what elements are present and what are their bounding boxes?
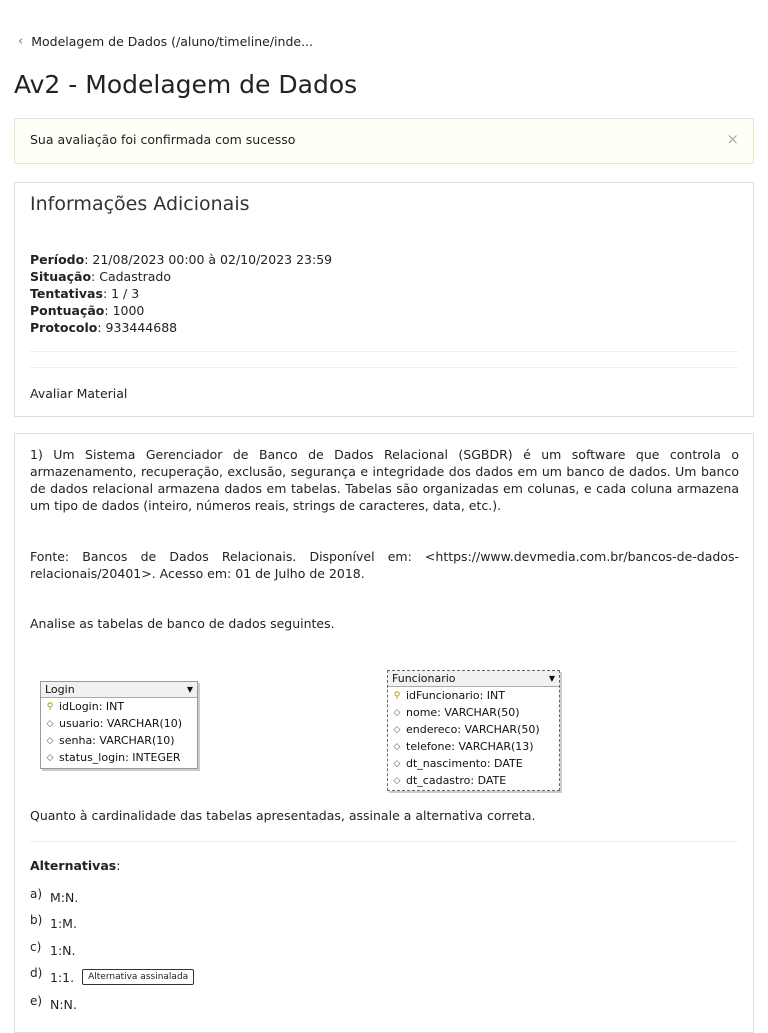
alternative-option[interactable] xyxy=(30,912,77,931)
avaliar-material-link[interactable]: Avaliar Material xyxy=(30,386,128,401)
question-prompt: Quanto à cardinalidade das tabelas apresentadas, assinale a alternativa correta. xyxy=(30,808,536,823)
dropdown-arrow-icon: ▼ xyxy=(548,674,555,683)
alternatives-title: Alternativas xyxy=(30,858,117,873)
table-column xyxy=(388,772,559,789)
table-column xyxy=(388,687,559,704)
diamond-icon: ◇ xyxy=(46,752,54,763)
table-header xyxy=(41,682,197,698)
table-column xyxy=(41,715,197,732)
alternative-letter: d) xyxy=(30,966,43,980)
alternative-option-selected[interactable] xyxy=(30,966,194,985)
diamond-icon: ◇ xyxy=(393,741,401,752)
table-column xyxy=(388,721,559,738)
alternative-text: 1:N. xyxy=(50,943,76,958)
alternatives-colon: : xyxy=(116,858,121,873)
info-label: Período xyxy=(30,252,85,267)
table-column xyxy=(388,738,559,755)
column-label: dt_nascimento: DATE xyxy=(406,757,523,770)
question-text: 1) Um Sistema Gerenciador de Banco de Dados Relacional (SGBDR) é um software que controla o armazenamento, recuperação, exclusão, segurança e integridade dos dados em um banco de dados. Um banco de dados relacional armazena dados em tabelas. Tabelas são organizadas em colunas, e cada coluna armazena um tipo de dados (inteiro, números reais, strings de caracteres, data, etc.). xyxy=(30,447,739,513)
table-column xyxy=(41,732,197,749)
info-label: Situação xyxy=(30,269,92,284)
selected-badge: Alternativa assinalada xyxy=(82,969,194,985)
column-label: endereco: VARCHAR(50) xyxy=(406,723,540,736)
alert-message: Sua avaliação foi confirmada com sucesso xyxy=(30,132,296,147)
question-instruction: Analise as tabelas de banco de dados seguintes. xyxy=(30,616,335,631)
table-column xyxy=(388,755,559,772)
diamond-icon: ◇ xyxy=(46,718,54,729)
column-label: senha: VARCHAR(10) xyxy=(59,734,175,747)
info-label: Protocolo xyxy=(30,320,98,335)
column-label: nome: VARCHAR(50) xyxy=(406,706,520,719)
diamond-icon: ◇ xyxy=(393,758,401,769)
alternative-letter: c) xyxy=(30,939,42,954)
breadcrumb[interactable] xyxy=(18,34,313,49)
alternative-text: M:N. xyxy=(50,890,79,905)
info-row xyxy=(30,268,332,285)
column-label: idLogin: INT xyxy=(59,700,125,713)
column-label: telefone: VARCHAR(13) xyxy=(406,740,534,753)
funcionario-table-diagram xyxy=(387,670,560,791)
table-column xyxy=(41,749,197,766)
alternative-letter: b) xyxy=(30,912,43,927)
info-list xyxy=(30,251,332,336)
column-label: status_login: INTEGER xyxy=(59,751,181,764)
info-label: Pontuação xyxy=(30,303,105,318)
key-icon: ⚲ xyxy=(393,690,401,701)
alternative-text: 1:M. xyxy=(50,916,77,931)
info-row xyxy=(30,319,332,336)
table-header xyxy=(388,671,559,687)
info-card xyxy=(14,182,754,417)
diamond-icon: ◇ xyxy=(46,735,54,746)
info-row xyxy=(30,251,332,268)
info-value: : 933444688 xyxy=(97,320,178,335)
alternative-option[interactable] xyxy=(30,886,79,905)
login-table-diagram xyxy=(40,681,198,769)
question-source: Fonte: Bancos de Dados Relacionais. Disponível em: <https://www.devmedia.com.br/bancos-de-dados-relacionais/20401>. Acesso em: 01 de Julho de 2018. xyxy=(30,549,739,581)
alternative-text: N:N. xyxy=(50,997,77,1012)
diamond-icon: ◇ xyxy=(393,775,401,786)
page-title: Av2 - Modelagem de Dados xyxy=(14,70,358,99)
info-row xyxy=(30,302,332,319)
table-name: Login xyxy=(45,683,75,696)
divider xyxy=(30,351,738,352)
chevron-left-icon: ‹ xyxy=(18,34,24,49)
info-value: : 1 / 3 xyxy=(102,286,140,301)
table-column xyxy=(41,698,197,715)
info-value: : 21/08/2023 00:00 à 02/10/2023 23:59 xyxy=(84,252,333,267)
close-icon[interactable]: × xyxy=(726,130,739,148)
alternative-option[interactable] xyxy=(30,939,76,958)
breadcrumb-link[interactable]: Modelagem de Dados (/aluno/timeline/inde... xyxy=(31,34,313,49)
column-label: idFuncionario: INT xyxy=(406,689,505,702)
diamond-icon: ◇ xyxy=(393,707,401,718)
info-heading: Informações Adicionais xyxy=(30,193,250,215)
table-name: Funcionario xyxy=(392,672,456,685)
success-alert xyxy=(14,118,754,164)
key-icon: ⚲ xyxy=(46,701,54,712)
table-column xyxy=(388,704,559,721)
alternative-letter: a) xyxy=(30,886,43,901)
info-label: Tentativas xyxy=(30,286,103,301)
column-label: usuario: VARCHAR(10) xyxy=(59,717,183,730)
alternative-option[interactable] xyxy=(30,993,77,1012)
alternatives-heading xyxy=(30,858,120,873)
info-value: : 1000 xyxy=(104,303,145,318)
alternative-letter: e) xyxy=(30,993,43,1008)
dropdown-arrow-icon: ▼ xyxy=(186,685,193,694)
divider xyxy=(30,367,738,368)
alternative-text: 1:1. xyxy=(50,969,75,985)
diamond-icon: ◇ xyxy=(393,724,401,735)
info-value: : Cadastrado xyxy=(91,269,171,284)
question-card xyxy=(14,433,754,1033)
info-row xyxy=(30,285,332,302)
column-label: dt_cadastro: DATE xyxy=(406,774,507,787)
divider xyxy=(30,841,738,842)
